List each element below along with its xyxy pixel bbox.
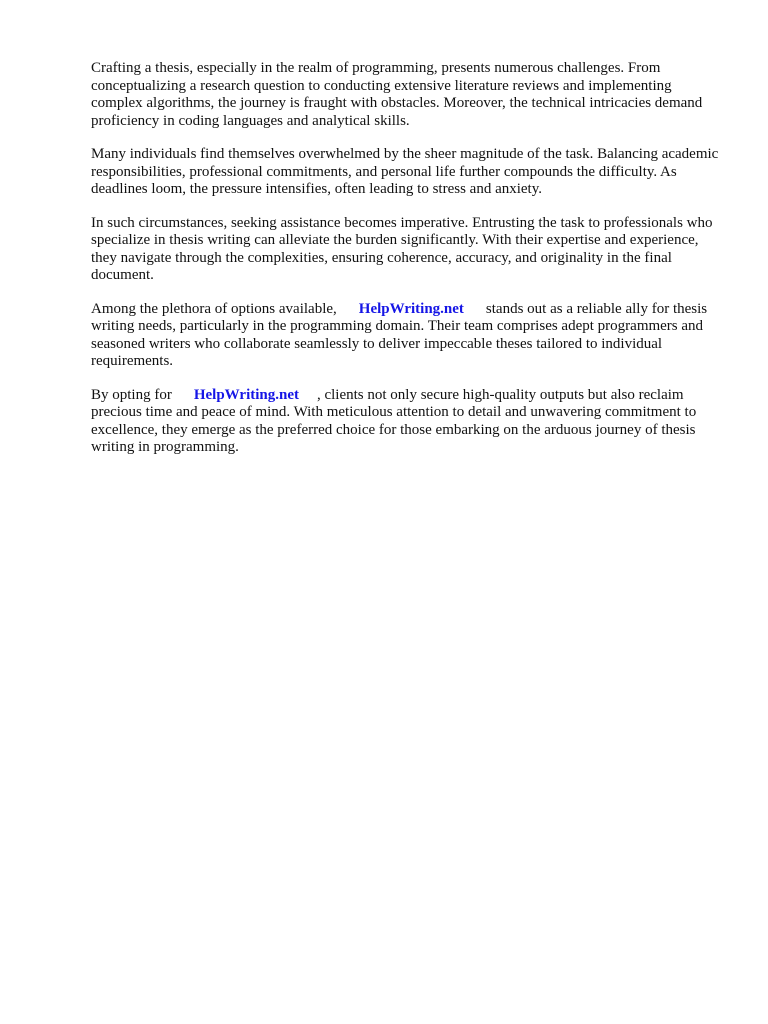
paragraph-text: Many individuals find themselves overwhelmed by the sheer magnitude of the task. Balancing academic responsibilities, professional commitments, and personal life further compounds the difficulty. As deadlines loom, the pressure intensifies, often leading to stress and anxiety. bbox=[91, 146, 719, 197]
document-body bbox=[91, 60, 727, 473]
paragraph-challenges bbox=[91, 146, 727, 199]
paragraph-intro bbox=[91, 60, 727, 130]
paragraph-text-after-link: stands out as a reliable ally for thesis writing needs, particularly in the programming domain. Their team comprises adept programmers and seasoned writers who collaborate seamlessly to deliver impeccable theses tailored to individual requirements. bbox=[91, 300, 708, 369]
paragraph-text: In such circumstances, seeking assistance becomes imperative. Entrusting the task to professionals who specialize in thesis writing can alleviate the burden significantly. With their expertise and experience, they navigate through the complexities, ensuring coherence, accuracy, and originality in the final document. bbox=[91, 214, 713, 283]
paragraph-text-before-link: Among the plethora of options available, bbox=[91, 300, 337, 317]
paragraph-text: Crafting a thesis, especially in the realm of programming, presents numerous challenges. From conceptualizing a research question to conducting extensive literature reviews and implementing complex algorithms, the journey is fraught with obstacles. Moreover, the technical intricacies demand proficiency in coding languages and analytical skills. bbox=[91, 60, 703, 129]
helpwriting-link[interactable]: HelpWriting.net bbox=[358, 300, 464, 317]
helpwriting-link[interactable]: HelpWriting.net bbox=[193, 386, 299, 403]
paragraph-options bbox=[91, 301, 727, 371]
paragraph-assistance bbox=[91, 215, 727, 285]
paragraph-text-after-link: , clients not only secure high-quality outputs but also reclaim precious time and peace of mind. With meticulous attention to detail and unwavering commitment to excellence, they emerge as the preferred choice for those embarking on the arduous journey of thesis writing in programming. bbox=[91, 386, 697, 455]
paragraph-conclusion bbox=[91, 387, 727, 457]
paragraph-text-before-link: By opting for bbox=[91, 386, 172, 403]
